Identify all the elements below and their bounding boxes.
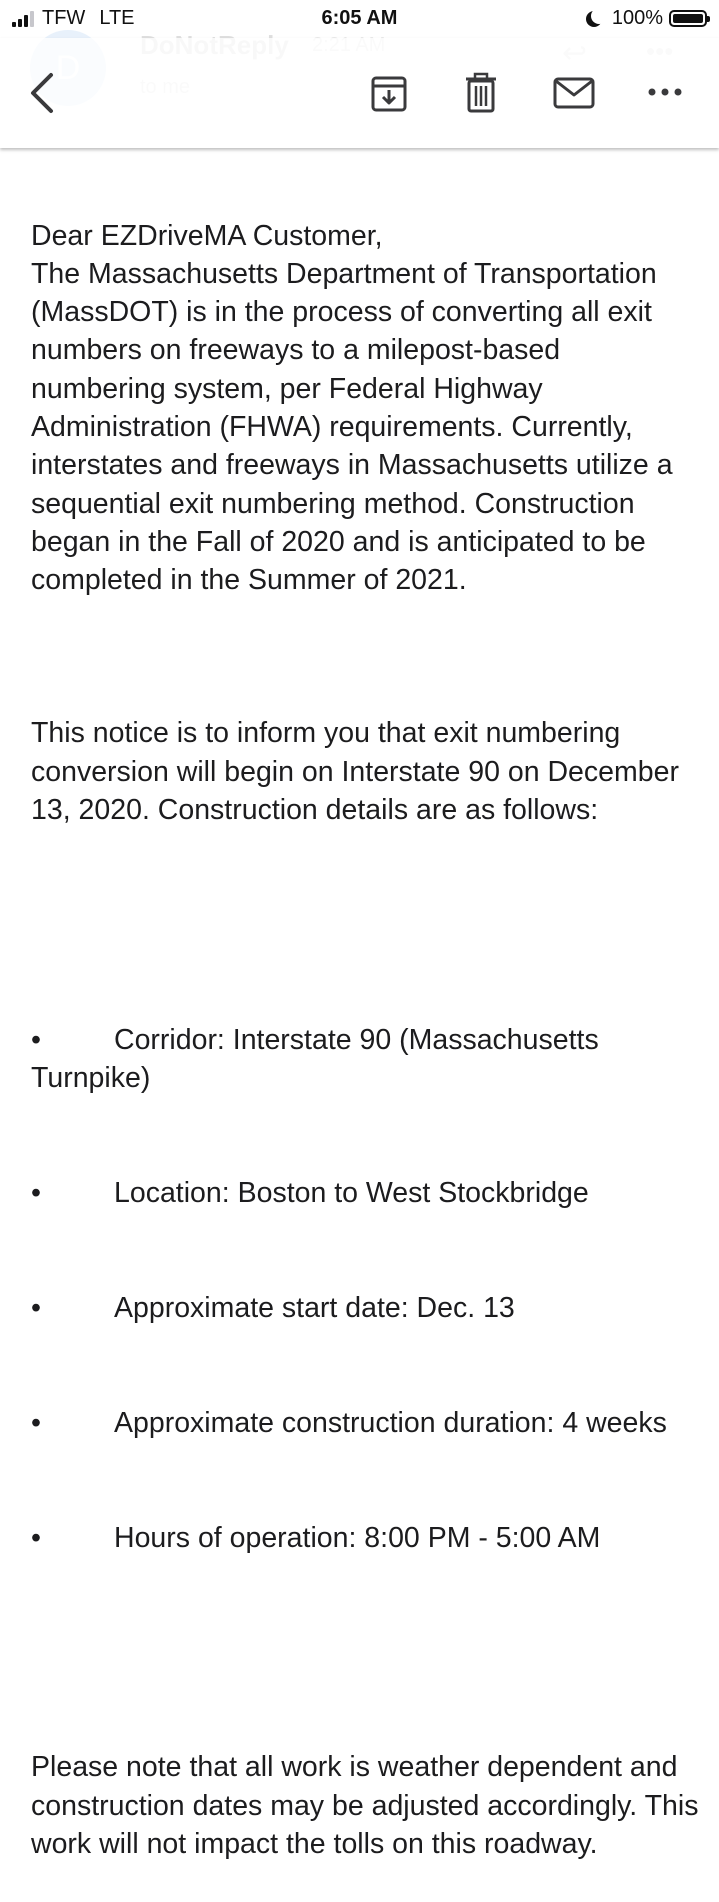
email-body bbox=[31, 140, 707, 1902]
carrier-label: TFW bbox=[42, 7, 86, 29]
bullet-icon: • bbox=[31, 1023, 41, 1056]
email-paragraph-3: Please note that all work is weather dependent and construction dates may be adjusted accordingly. This work will not impact the tolls on this roadway. bbox=[31, 1751, 707, 1861]
bullet-text: Location: Boston to West Stockbridge bbox=[114, 1177, 589, 1210]
bullet-text: Approximate construction duration: 4 weeks bbox=[114, 1406, 667, 1439]
status-right bbox=[586, 7, 707, 30]
back-button[interactable] bbox=[22, 68, 62, 118]
battery-icon bbox=[669, 10, 707, 27]
bullet-icon: • bbox=[31, 1291, 41, 1324]
bullet-icon: • bbox=[31, 1406, 41, 1439]
status-time: 6:05 AM bbox=[321, 7, 398, 29]
list-item bbox=[31, 1174, 701, 1212]
trash-button[interactable] bbox=[460, 71, 502, 115]
do-not-disturb-icon bbox=[586, 11, 602, 27]
list-item bbox=[31, 1021, 701, 1098]
email-greeting: Dear EZDriveMA Customer, bbox=[31, 219, 383, 252]
archive-icon bbox=[370, 75, 408, 113]
bullet-text: Approximate start date: Dec. 13 bbox=[114, 1291, 515, 1324]
toolbar bbox=[0, 38, 719, 148]
email-intro bbox=[31, 217, 701, 600]
email-paragraph-2: This notice is to inform you that exit numbering conversion will begin on Interstate 90 on December 13, 2020. Construction details are as follows: bbox=[31, 717, 687, 827]
list-item bbox=[31, 1519, 701, 1557]
more-button[interactable] bbox=[644, 78, 686, 106]
archive-button[interactable] bbox=[368, 73, 410, 115]
list-item bbox=[31, 1289, 701, 1327]
battery-percent: 100% bbox=[611, 7, 663, 29]
bullet-icon: • bbox=[31, 1521, 41, 1554]
status-bar bbox=[0, 0, 719, 38]
bullet-icon: • bbox=[31, 1177, 41, 1210]
mark-unread-button[interactable] bbox=[551, 73, 597, 113]
list-item bbox=[31, 1404, 701, 1442]
more-icon bbox=[647, 87, 683, 97]
mail-icon bbox=[553, 77, 595, 109]
network-label: LTE bbox=[99, 7, 135, 29]
bullet-list bbox=[31, 944, 701, 1633]
bullet-text: Corridor: Interstate 90 (Massachusetts Turnpike) bbox=[31, 1023, 607, 1095]
bullet-text: Hours of operation: 8:00 PM - 5:00 AM bbox=[114, 1521, 601, 1554]
trash-icon bbox=[464, 72, 498, 114]
back-chevron-icon bbox=[29, 72, 55, 114]
email-paragraph-1: The Massachusetts Department of Transportation (MassDOT) is in the process of converting all exit numbers on freeways to a milepost-based numbering system, per Federal Highway Administration (FHWA) requirements. Currently, interstates and freeways in Massachusetts utilize a sequential exit numbering method. Construction began in the Fall of 2020 and is anticipated to be completed in the Summer of 2021. bbox=[31, 257, 681, 597]
